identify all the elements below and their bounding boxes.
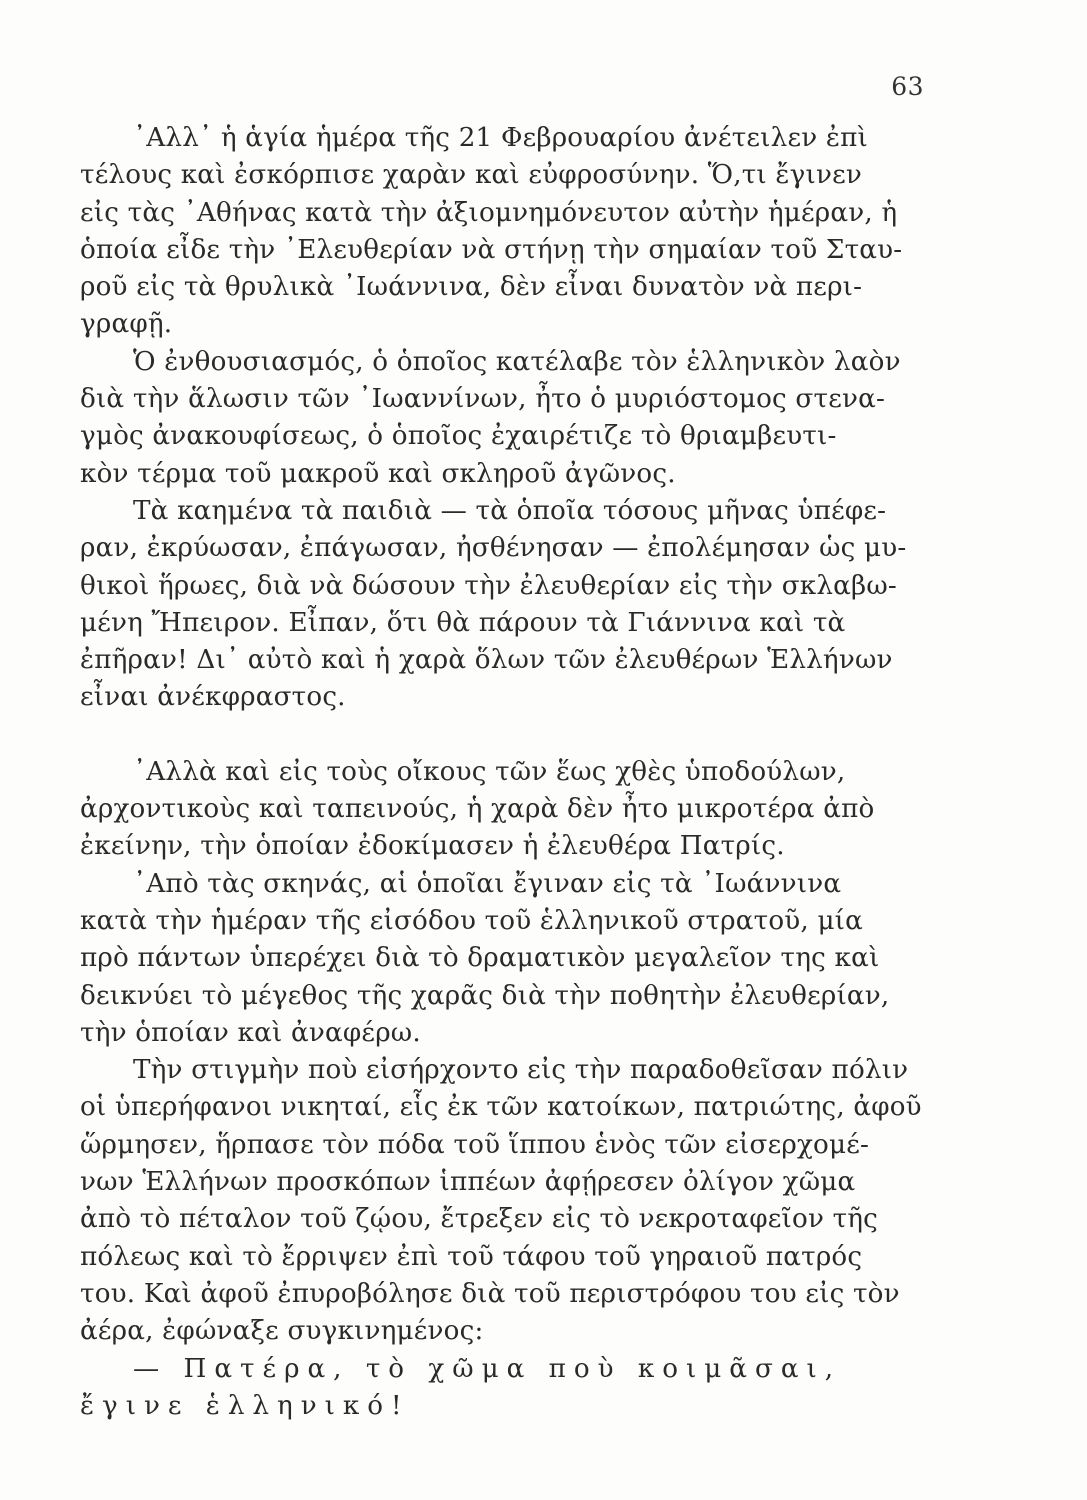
text-line: γμὸς ἀνακουφίσεως, ὁ ὁποῖος ἐχαιρέτιζε τὸ θριαμβευτι- [80,421,837,452]
text-line: Ὁ ἐνθουσιασμός, ὁ ὁποῖος κατέλαβε τὸν ἑλληνικὸν λαὸν [133,346,901,377]
text-line: διὰ τὴν ἅλωσιν τῶν ᾿Ιωαννίνων, ἦτο ὁ μυριόστομος στενα- [80,384,886,415]
text-line: ᾿Αλλ᾿ ἡ ἁγία ἡμέρα τῆς 21 Φεβρουαρίου ἀνέτειλεν ἐπὶ [133,123,868,153]
text-line: πόλεως καὶ τὸ ἔρριψεν ἐπὶ τοῦ τάφου τοῦ γηραιοῦ πατρός [80,1241,863,1272]
text-line: ᾿Απὸ τὰς σκηνάς, αἱ ὁποῖαι ἔγιναν εἰς τὰ ᾿Ιωάννινα [133,868,842,899]
text-line: Τὰ καημένα τὰ παιδιὰ — τὰ ὁποῖα τόσους μῆνας ὑπέφε- [133,495,887,526]
text-line: τέλους καὶ ἐσκόρπισε χαρὰν καὶ εὐφροσύνην. Ὅ,τι ἔγινεν [80,160,862,191]
text-line: — Πατέρα, τὸ χῶμα ποὺ κοιμᾶσαι, [133,1353,842,1384]
text-line: ὥρμησεν, ἥρπασε τὸν πόδα τοῦ ἵππου ἑνὸς τῶν εἰσερχομέ- [80,1129,870,1160]
text-line: ᾿Αλλὰ καὶ εἰς τοὺς οἴκους τῶν ἕως χθὲς ὑποδούλων, [133,756,846,787]
page-number: 63 [891,72,924,101]
text-line: ὁποία εἶδε τὴν ᾿Ελευθερίαν νὰ στήνῃ τὴν σημαίαν τοῦ Σταυ- [80,234,903,265]
text-line: μένη Ἤπειρον. Εἶπαν, ὅτι θὰ πάρουν τὰ Γιάννινα καὶ τὰ [80,607,846,638]
text-line: εἶναι ἀνέκφραστος. [80,682,346,713]
text-line: εἰς τὰς ᾿Αθήνας κατὰ τὴν ἀξιομνημόνευτον αὐτὴν ἡμέραν, ἡ [80,197,898,228]
text-line: κὸν τέρμα τοῦ μακροῦ καὶ σκληροῦ ἀγῶνος. [80,458,676,489]
text-line: νων Ἑλλήνων προσκόπων ἱππέων ἀφῄρεσεν ὀλίγον χῶμα [80,1167,856,1198]
text-line: πρὸ πάντων ὑπερέχει διὰ τὸ δραματικὸν μεγαλεῖον της καὶ [80,943,880,974]
text-line: θικοὶ ἥρωες, διὰ νὰ δώσουν τὴν ἐλευθερίαν εἰς τὴν σκλαβω- [80,570,897,601]
text-line: του. Καὶ ἀφοῦ ἐπυροβόλησε διὰ τοῦ περιστρόφου του εἰς τὸν [80,1278,900,1309]
text-line: ροῦ εἰς τὰ θρυλικὰ ᾿Ιωάννινα, δὲν εἶναι δυνατὸν νὰ περι- [80,272,863,303]
text-line: τὴν ὁποίαν καὶ ἀναφέρω. [80,1017,421,1048]
text-line: οἱ ὑπερήφανοι νικηταί, εἷς ἐκ τῶν κατοίκων, πατριώτης, ἀφοῦ [80,1092,922,1123]
body-text [80,120,922,1425]
text-line: ἀέρα, ἐφώναξε συγκινημένος: [80,1316,484,1347]
text-line: κατὰ τὴν ἡμέραν τῆς εἰσόδου τοῦ ἑλληνικοῦ στρατοῦ, μία [80,905,864,936]
text-line: ραν, ἐκρύωσαν, ἐπάγωσαν, ἠσθένησαν — ἐπολέμησαν ὡς μυ- [80,533,907,564]
text-line: ἀρχοντικοὺς καὶ ταπεινούς, ἡ χαρὰ δὲν ἦτο μικροτέρα ἀπὸ [80,794,875,825]
text-line: ἐκείνην, τὴν ὁποίαν ἐδοκίμασεν ἡ ἐλευθέρα Πατρίς. [80,831,785,862]
text-line: ἐπῆραν! Δι᾿ αὐτὸ καὶ ἡ χαρὰ ὅλων τῶν ἐλευθέρων Ἑλλήνων [80,645,893,676]
text-line: δεικνύει τὸ μέγεθος τῆς χαρᾶς διὰ τὴν ποθητὴν ἐλευθερίαν, [80,980,890,1011]
text-line: γραφῇ. [80,309,173,340]
text-line: ἀπὸ τὸ πέταλον τοῦ ζῴου, ἔτρεξεν εἰς τὸ νεκροταφεῖον τῆς [80,1204,879,1235]
text-line: Τὴν στιγμὴν ποὺ εἰσήρχοντο εἰς τὴν παραδοθεῖσαν πόλιν [133,1055,909,1086]
text-line: ἔγινε ἑλληνικό! [80,1390,410,1421]
